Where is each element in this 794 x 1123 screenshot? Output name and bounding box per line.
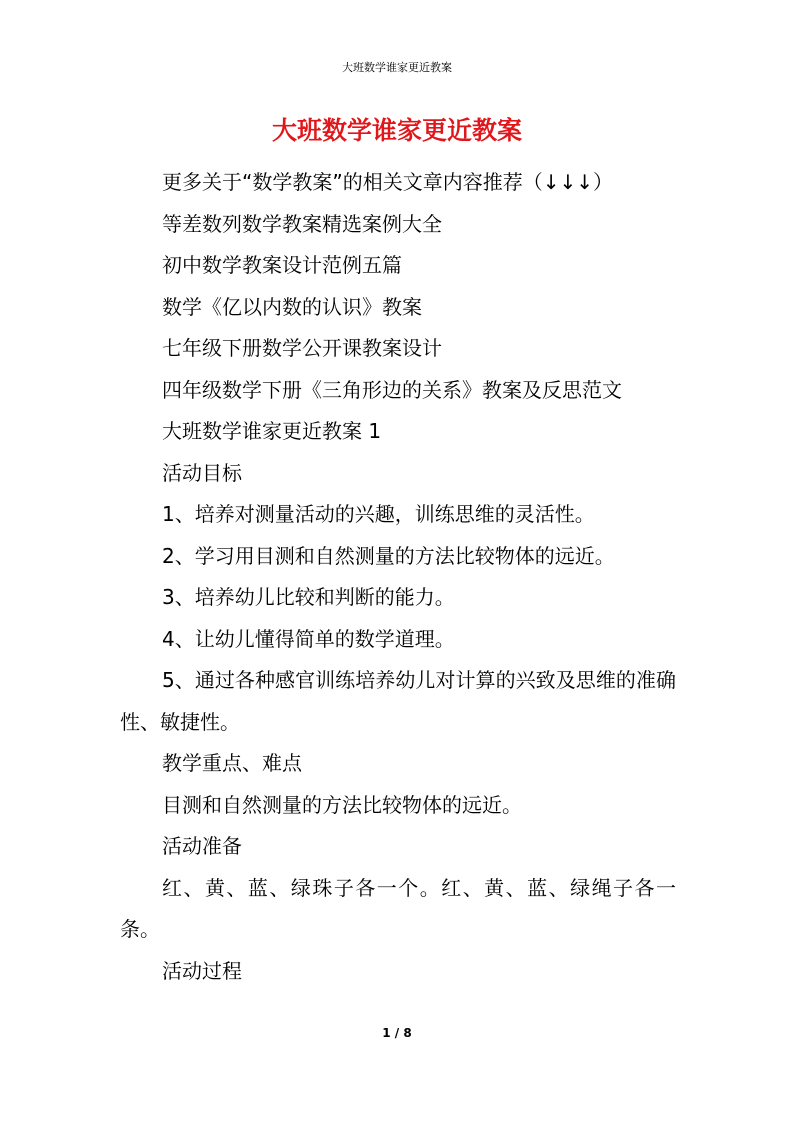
goal-item: 3、培养幼儿比较和判断的能力。 xyxy=(162,585,455,609)
related-article-link[interactable]: 等差数列数学教案精选案例大全 xyxy=(162,211,442,236)
related-article-link[interactable]: 数学《亿以内数的认识》教案 xyxy=(162,294,422,319)
document-title: 大班数学谁家更近教案 xyxy=(271,116,522,145)
related-article-link[interactable]: 初中数学教案设计范例五篇 xyxy=(162,253,402,277)
goal-item: 2、学习用目测和自然测量的方法比较物体的远近。 xyxy=(162,543,615,568)
section-heading: 大班数学谁家更近教案 1 xyxy=(162,419,382,443)
page-number: 1 / 8 xyxy=(382,1026,412,1040)
related-article-link[interactable]: 七年级下册数学公开课教案设计 xyxy=(162,336,442,360)
related-articles-intro: 更多关于“数学教案”的相关文章内容推荐（↓↓↓） xyxy=(162,170,613,194)
related-article-link[interactable]: 四年级数学下册《三角形边的关系》教案及反思范文 xyxy=(162,377,622,402)
goal-item: 4、让幼儿懂得简单的数学道理。 xyxy=(162,626,455,651)
subsection-heading: 活动目标 xyxy=(162,460,242,485)
subsection-heading: 活动准备 xyxy=(162,834,242,858)
page-header: 大班数学谁家更近教案 xyxy=(342,61,452,74)
body-paragraph: 目测和自然测量的方法比较物体的远近。 xyxy=(162,792,522,817)
subsection-heading: 活动过程 xyxy=(162,958,242,983)
body-paragraph: 红、黄、蓝、绿珠子各一个。红、黄、蓝、绿绳子各一条。 xyxy=(120,875,676,941)
goal-item: 5、通过各种感官训练培养幼儿对计算的兴致及思维的准确性、敏捷性。 xyxy=(120,668,676,734)
subsection-heading: 教学重点、难点 xyxy=(162,751,302,775)
goal-item: 1、培养对测量活动的兴趣，训练思维的灵活性。 xyxy=(162,502,595,526)
document-body xyxy=(120,162,676,992)
